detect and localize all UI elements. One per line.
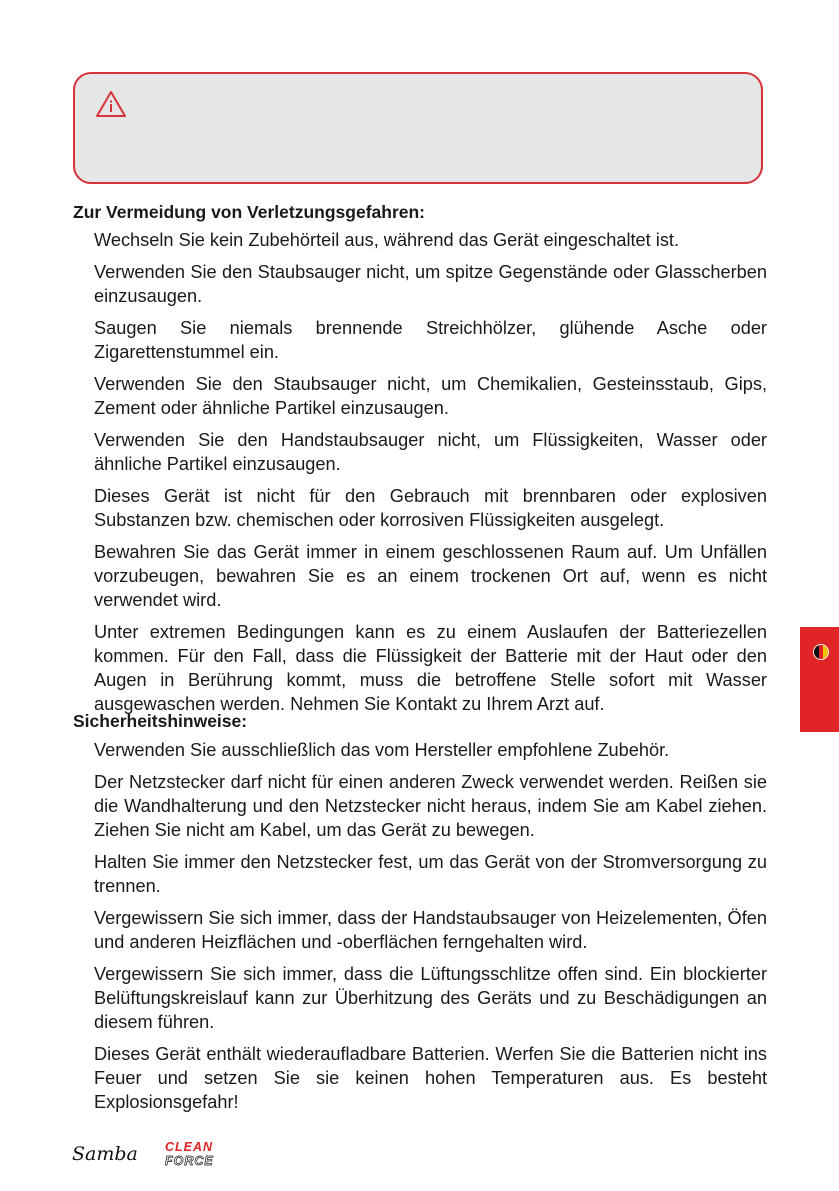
safety-notes-list <box>94 738 767 1122</box>
paragraph: Dieses Gerät ist nicht für den Gebrauch mit brennbaren oder explosiven Substanzen bzw. chemischen oder korrosiven Flüssigkeiten ausgelegt. <box>94 486 767 530</box>
brand-line-1: CLEAN <box>165 1140 214 1154</box>
language-side-tab <box>800 627 839 732</box>
paragraph: Verwenden Sie den Staubsauger nicht, um Chemikalien, Gesteinsstaub, Gips, Zement oder ähnliche Partikel einzusaugen. <box>94 374 767 418</box>
brand-script: Samba <box>72 1143 138 1165</box>
paragraph: Verwenden Sie ausschließlich das vom Hersteller empfohlene Zubehör. <box>94 740 670 760</box>
brand-logo <box>72 1138 242 1168</box>
paragraph: Vergewissern Sie sich immer, dass die Lüftungsschlitze offen sind. Ein blockierter Belüftungskreislauf kann zur Überhitzung des Geräts und zu Beschädigungen an diesem führen. <box>94 964 767 1032</box>
paragraph: Halten Sie immer den Netzstecker fest, um das Gerät von der Stromversorgung zu trennen. <box>94 852 767 896</box>
paragraph: Vergewissern Sie sich immer, dass der Handstaubsauger von Heizelementen, Öfen und anderen Heizflächen und -oberflächen ferngehalten wird. <box>94 908 767 952</box>
german-flag-icon <box>813 644 829 660</box>
section-heading-safety: Sicherheitshinweise: <box>73 711 248 731</box>
paragraph: Bewahren Sie das Gerät immer in einem geschlossenen Raum auf. Um Unfällen vorzubeugen, bewahren Sie es an einem trockenen Ort auf, wenn es nicht verwendet wird. <box>94 542 767 610</box>
paragraph: Verwenden Sie den Staubsauger nicht, um spitze Gegenstände oder Glasscherben einzusaugen. <box>94 262 767 306</box>
paragraph: Saugen Sie niemals brennende Streichhölzer, glühende Asche oder Zigarettenstummel ein. <box>94 318 767 362</box>
paragraph: Wechseln Sie kein Zubehörteil aus, während das Gerät eingeschaltet ist. <box>94 230 680 250</box>
warning-triangle-icon <box>95 90 127 118</box>
paragraph: Der Netzstecker darf nicht für einen anderen Zweck verwendet werden. Reißen sie die Wandhalterung und den Netzstecker nicht heraus, indem Sie am Kabel ziehen. Ziehen Sie nicht am Kabel, um das Gerät zu bewegen. <box>94 772 767 840</box>
section-heading-injury: Zur Vermeidung von Verletzungsgefahren: <box>73 202 426 222</box>
paragraph: Verwenden Sie den Handstaubsauger nicht, um Flüssigkeiten, Wasser oder ähnliche Partikel einzusaugen. <box>94 430 767 474</box>
brand-line-2: FORCE <box>165 1154 214 1168</box>
warning-box <box>73 72 763 184</box>
paragraph: Dieses Gerät enthält wiederaufladbare Batterien. Werfen Sie die Batterien nicht ins Feuer und setzen Sie sie keinen hohen Temperaturen aus. Es besteht Explosionsgefahr! <box>94 1044 767 1112</box>
injury-prevention-list <box>94 228 767 724</box>
paragraph: Unter extremen Bedingungen kann es zu einem Auslaufen der Batteriezellen kommen. Für den Fall, dass die Flüssigkeit der Batterie mit der Haut oder den Augen in Berührung kommt, muss die betroffene Stelle sofort mit Wasser ausgewaschen werden. Nehmen Sie Kontakt zu Ihrem Arzt auf. <box>94 622 767 714</box>
